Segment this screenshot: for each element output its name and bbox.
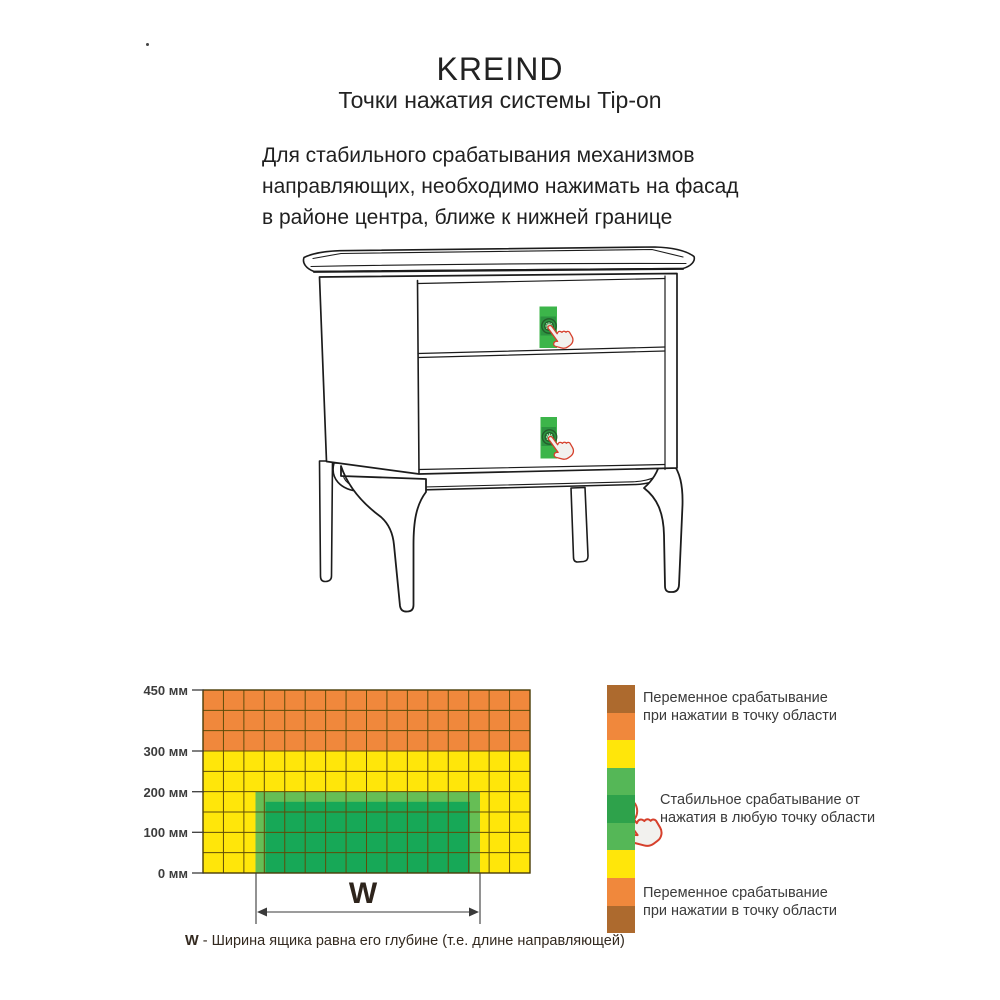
legend-segment-brown-top xyxy=(607,685,635,713)
legend-segment-green-bottom xyxy=(607,823,635,851)
caption-symbol: W xyxy=(185,933,199,949)
nightstand-body xyxy=(320,274,678,475)
legend-line: Переменное срабатывание xyxy=(643,885,828,901)
legend-item-variable-top xyxy=(643,689,837,725)
page-subtitle: Точки нажатия системы Tip-on xyxy=(338,87,662,113)
diagram-caption xyxy=(185,933,625,949)
width-label: W xyxy=(348,877,378,910)
intro-line-2: направляющих, необходимо нажимать на фасад xyxy=(262,175,739,198)
intro-line-1: Для стабильного срабатывания механизмов xyxy=(262,144,695,167)
legend-segment-brown-bottom xyxy=(607,906,635,934)
axis-label-300: 300 мм xyxy=(143,744,188,759)
axis-label-100: 100 мм xyxy=(143,825,188,840)
nightstand-front-left-leg xyxy=(341,466,426,612)
legend-segment-orange-top xyxy=(607,713,635,741)
legend-line: Переменное срабатывание xyxy=(643,690,828,706)
axis-label-0: 0 мм xyxy=(157,866,188,881)
legend-item-stable xyxy=(660,791,875,827)
legend-segment-orange-bottom xyxy=(607,878,635,906)
legend-segment-yellow-bottom xyxy=(607,850,635,878)
legend-line: при нажатии в точку области xyxy=(643,903,837,919)
nightstand-front-right-leg xyxy=(644,462,683,592)
axis-label-450: 450 мм xyxy=(143,683,188,698)
nightstand-back-right-leg xyxy=(571,488,588,563)
legend-line: Стабильное срабатывание от xyxy=(660,792,860,808)
axis-label-200: 200 мм xyxy=(143,785,188,800)
legend-item-variable-bottom xyxy=(643,884,837,920)
intro-line-3: в районе центра, ближе к нижней границе xyxy=(262,206,673,229)
arrowhead-right xyxy=(469,908,479,917)
page-title: KREIND xyxy=(436,51,564,87)
nightstand-illustration xyxy=(303,247,694,612)
legend-segment-green-top xyxy=(607,768,635,796)
nightstand-top xyxy=(303,247,694,272)
caption-text: - Ширина ящика равна его глубине (т.е. длине направляющей) xyxy=(198,933,625,949)
arrowhead-left xyxy=(257,908,267,917)
axis-ticks xyxy=(192,690,204,873)
nightstand-back-left-leg xyxy=(320,461,333,582)
legend-segment-yellow-top xyxy=(607,740,635,768)
legend-line: нажатия в любую точку области xyxy=(660,810,876,826)
legend-line: при нажатии в точку области xyxy=(643,708,837,724)
legend-segment-green-mid xyxy=(607,795,635,823)
legend-color-bar xyxy=(607,685,635,933)
